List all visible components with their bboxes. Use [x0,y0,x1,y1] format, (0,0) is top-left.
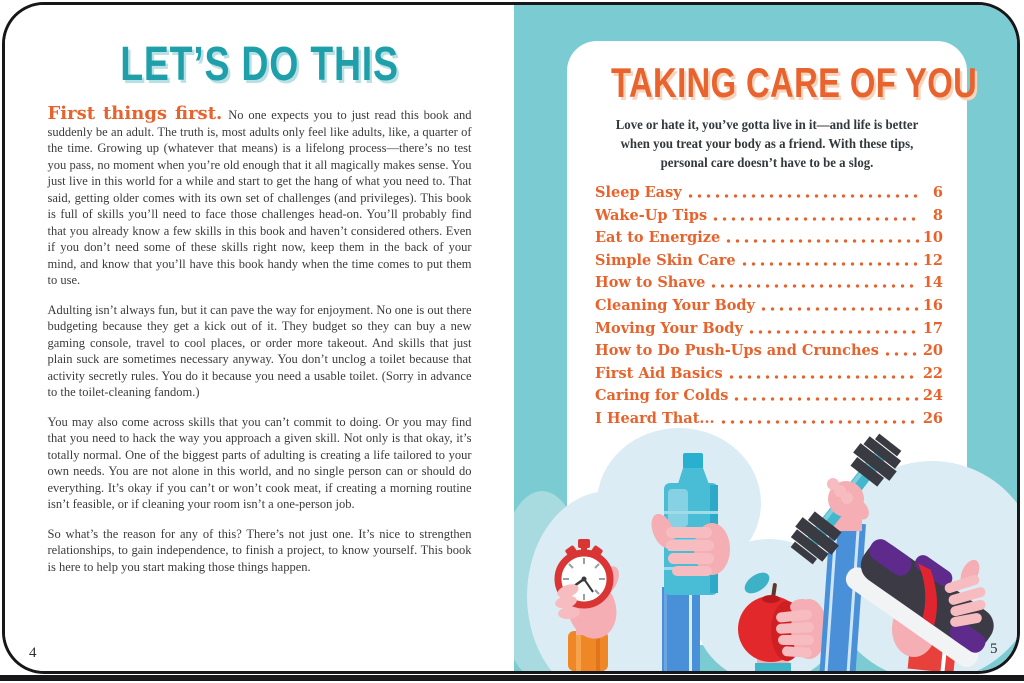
toc-entry-label: How to Do Push-Ups and Crunches [595,342,879,360]
lead-in-phrase: First things first. [47,103,223,124]
toc-entry-label: Simple Skin Care [595,251,736,269]
toc-entry-label: How to Shave [595,274,706,292]
toc-entry-page-number: 12 [922,251,943,269]
left-page-body [47,103,472,575]
toc-entry-label: Wake-Up Tips [595,206,708,224]
toc-entry-page-number: 26 [922,409,943,427]
right-page-intro [577,115,957,172]
intro-line-1: Love or hate it, you’ve gotta live in it—and life is better [615,117,919,132]
toc-entry [595,388,943,404]
toc-entry-label: First Aid Basics [595,364,723,382]
paragraph-4: So what’s the reason for any of this? There’s not just one. It’s nice to strengthen relationships, to gain independence, to finish a project, to know yourself. This book is here to help you start making those things happen. [47,526,472,574]
toc-entry-page-number: 16 [922,296,943,314]
toc-dot-leader [885,344,919,358]
right-page [514,5,1017,671]
toc-entry-label: Sleep Easy [595,184,682,201]
left-page [5,5,514,671]
toc-entry-page-number: 20 [922,342,943,360]
toc-dot-leader [688,186,919,200]
intro-line-3: personal care doesn’t have to be a slog. [660,155,874,170]
intro-line-2: when you treat your body as a friend. With these tips, [620,136,914,151]
toc-entry-label: Caring for Colds [595,387,729,405]
toc-entry [595,253,943,269]
toc-dot-leader [749,322,919,336]
toc-entry-label: Moving Your Body [595,319,743,337]
toc-entry-label: I Heard That... [595,409,715,427]
toc-entry [595,366,943,382]
book-bottom-edge [0,675,1024,681]
toc-dot-leader [729,367,919,381]
book-spread [2,2,1020,674]
left-page-number: 4 [29,645,37,661]
right-page-title: TAKING CARE OF YOU [611,59,978,106]
toc-entry [595,298,943,314]
toc-dot-leader [734,389,918,403]
toc-dot-leader [711,276,918,290]
paragraph-1 [47,103,472,289]
toc-entry [595,275,943,291]
toc-entry [595,230,943,246]
toc-entry [595,185,943,201]
toc-entry [595,321,943,337]
toc-entry [595,208,943,224]
paragraph-2: Adulting isn’t always fun, but it can pave the way for enjoyment. No one is out there budgeting because they get a kick out of it. They budget so they can buy a new gaming console, travel to cool places, or order more takeout. And skills that just plain suck are sometimes necessary anyway. You don’t unclog a toilet because that activity secretly rules. You do it because you need a usable toilet. (Sorry in advance to the toilet-cleaning fandom.) [47,302,472,399]
paragraph-1-text: No one expects you to just read this book and suddenly be an adult. The truth is, most adults only feel like adults, like, a quarter of the time. Growing up (whatever that means) is a lifelong process—there’s no test you pass, no moment when you’re old enough that it all magically makes sense. You just live in this world for a while and start to get the hang of what you need to. That said, getting older comes with its own set of challenges (and privileges). This book is full of skills you’ll need to face those challenges head-on. You’ll probably find that you already know a few skills in this book and haven’t considered others. Even if you don’t need some of these skills right now, keep them in the back of your mind, and know that you’ll have this book handy when the time comes to put them to use. [47,108,472,287]
toc-dot-leader [742,254,919,268]
toc-dot-leader [713,209,919,223]
toc-entry-label: Eat to Energize [595,229,721,247]
paragraph-3: You may also come across skills that you can’t commit to doing. Or you may find that you need to hack the way you approach a given skill. Not only is that okay, it’s totally normal. One of the biggest parts of adulting is creating a life tailored to your own needs. You are not alone in this world, and no single person can or should do everything. It’s okay if you can’t or won’t cook meat, if creating a morning routine isn’t feasible, or if cleaning your room isn’t a one-person job. [47,414,472,511]
right-page-number: 5 [990,641,998,657]
healthy-living-illustration [514,411,1020,671]
toc-entry-page-number: 22 [922,364,943,382]
toc-entry-page-number: 8 [932,206,943,224]
toc-dot-leader [761,299,919,313]
table-of-contents [595,185,943,427]
toc-entry-page-number: 6 [932,184,943,201]
toc-entry-page-number: 17 [922,319,943,337]
toc-entry-page-number: 24 [922,387,943,405]
toc-entry-page-number: 10 [922,229,943,247]
left-page-title: LET’S DO THIS [120,38,399,91]
toc-entry-page-number: 14 [922,274,943,292]
toc-entry-label: Cleaning Your Body [595,296,755,314]
toc-dot-leader [726,231,919,245]
toc-entry [595,343,943,359]
